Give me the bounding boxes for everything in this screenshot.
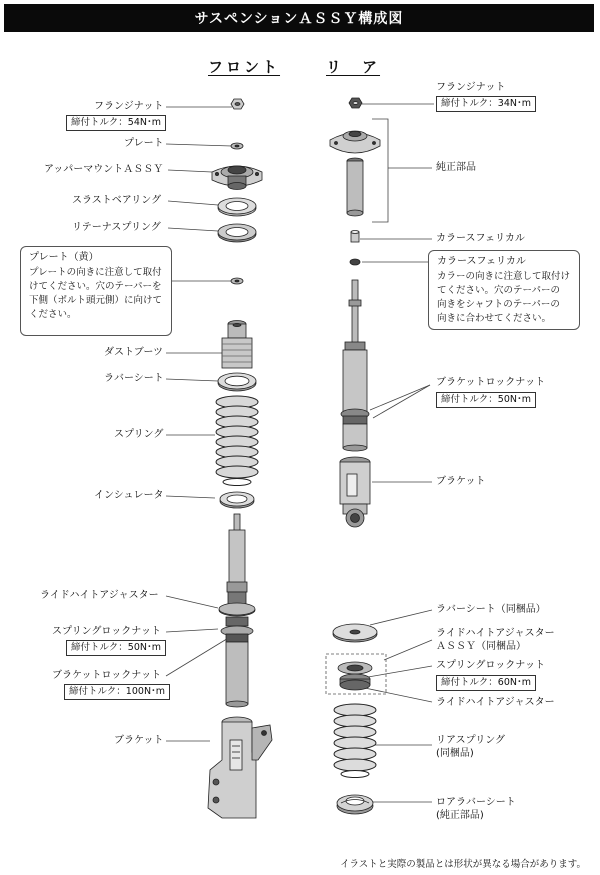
plate-note-title: プレート（黄） xyxy=(29,252,99,263)
front-flange-nut-torque: 締付トルク：54N･m xyxy=(66,115,166,131)
plate-note-line-3: 下側（ボルト頭元側）に向けて xyxy=(29,295,163,306)
front-plate xyxy=(231,143,243,149)
rear-spring xyxy=(334,704,376,778)
rear-heading: リ ア xyxy=(326,58,381,76)
rear-flange-nut xyxy=(349,98,362,108)
thrust-bearing xyxy=(218,198,256,216)
front-heading: フロント xyxy=(208,58,281,76)
front-rubber-seat-label: ラバーシート xyxy=(104,373,164,384)
rear-bump-stop xyxy=(347,158,363,216)
upper-mount-label: アッパーマウントＡＳＳＹ xyxy=(44,164,164,175)
genuine-parts-label: 純正部品 xyxy=(436,162,476,173)
lower-rubber-seat-label-2: (純正部品) xyxy=(436,810,484,821)
front-plate-yellow xyxy=(231,278,243,284)
collar-spherical-upper xyxy=(351,231,359,243)
front-spring-lock-nut-label: スプリングロックナット xyxy=(52,626,161,637)
leader-lines xyxy=(166,104,434,802)
front-flange-nut-label: フランジナット xyxy=(94,101,164,112)
rear-ride-height-assy-label-1: ライドハイトアジャスター xyxy=(436,628,555,639)
front-bracket-lock-nut-torque: 締付トルク：100N･m xyxy=(64,684,170,700)
collar-note-line-3: 向きをシャフトのテーパーの xyxy=(437,299,560,310)
rear-upper-mount xyxy=(330,131,380,153)
rear-spring-label-1: リアスプリング xyxy=(436,735,505,746)
page-title: サスペンションＡＳＳＹ構成図 xyxy=(4,4,594,32)
plate-note-line-4: ください。 xyxy=(29,309,77,320)
collar-spherical-label-1: カラースフェリカル xyxy=(436,233,525,244)
dust-boot-label: ダストブーツ xyxy=(104,347,163,358)
rear-bracket-label: ブラケット xyxy=(436,476,486,487)
front-bracket-label: ブラケット xyxy=(114,735,164,746)
plate-note-line-1: プレートの向きに注意して取付 xyxy=(29,267,162,278)
disclaimer-footer: イラストと実際の製品とは形状が異なる場合があります。 xyxy=(340,859,586,870)
collar-note-line-1: カラーの向きに注意して取付け xyxy=(437,271,571,282)
rear-ride-height-assy xyxy=(326,654,386,694)
rear-rubber-seat-included xyxy=(333,624,377,642)
rear-bracket-lock-nut-torque: 締付トルク：50N･m xyxy=(436,392,536,408)
front-plate-label: プレート xyxy=(124,138,164,149)
dust-boot xyxy=(222,321,252,369)
collar-note xyxy=(428,250,580,330)
thrust-bearing-label: スラストベアリング xyxy=(72,195,162,206)
front-bracket-lock-nut-label: ブラケットロックナット xyxy=(52,670,162,681)
rear-bracket xyxy=(340,457,370,527)
rear-damper xyxy=(341,280,369,451)
rear-spring-label-2: (同梱品) xyxy=(436,748,474,759)
rear-spring-lock-nut-torque: 締付トルク：60N･m xyxy=(436,675,536,691)
lower-rubber-seat xyxy=(337,795,373,814)
insulator xyxy=(220,492,254,508)
rear-spring-lock-nut-label: スプリングロックナット xyxy=(436,660,545,671)
rear-flange-nut-torque: 締付トルク：34N･m xyxy=(436,96,536,112)
front-flange-nut xyxy=(231,99,244,109)
front-spring-label: スプリング xyxy=(114,429,164,440)
rear-ride-height-assy-label-2: ＡＳＳＹ（同梱品） xyxy=(436,641,526,652)
retainer-spring xyxy=(218,224,256,242)
retainer-spring-label: リテーナスプリング xyxy=(72,222,161,233)
plate-note xyxy=(20,246,172,336)
front-rubber-seat xyxy=(218,373,256,391)
collar-note-line-2: てください。穴のテーパーの xyxy=(437,285,561,296)
plate-note-line-2: けてください。穴のテーパーを xyxy=(29,281,162,292)
insulator-label: インシュレータ xyxy=(94,490,164,501)
collar-spherical-label-2: カラースフェリカル xyxy=(437,256,526,267)
rear-ride-height-label: ライドハイトアジャスター xyxy=(436,697,555,708)
collar-note-line-4: 向きに合わせてください。 xyxy=(437,313,552,324)
front-bracket xyxy=(208,717,272,818)
rear-flange-nut-label: フランジナット xyxy=(436,82,506,93)
front-spring-lock-nut-torque: 締付トルク：50N･m xyxy=(66,640,166,656)
front-spring xyxy=(216,396,258,486)
front-damper xyxy=(219,514,255,707)
front-ride-height-label: ライドハイトアジャスター xyxy=(40,590,159,601)
rear-rubber-seat-label: ラバーシート（同梱品） xyxy=(436,604,546,615)
lower-rubber-seat-label-1: ロアラバーシート xyxy=(436,797,516,808)
rear-bracket-lock-nut-label: ブラケットロックナット xyxy=(436,377,546,388)
collar-spherical-lower xyxy=(350,259,360,265)
upper-mount-assy xyxy=(212,166,262,190)
